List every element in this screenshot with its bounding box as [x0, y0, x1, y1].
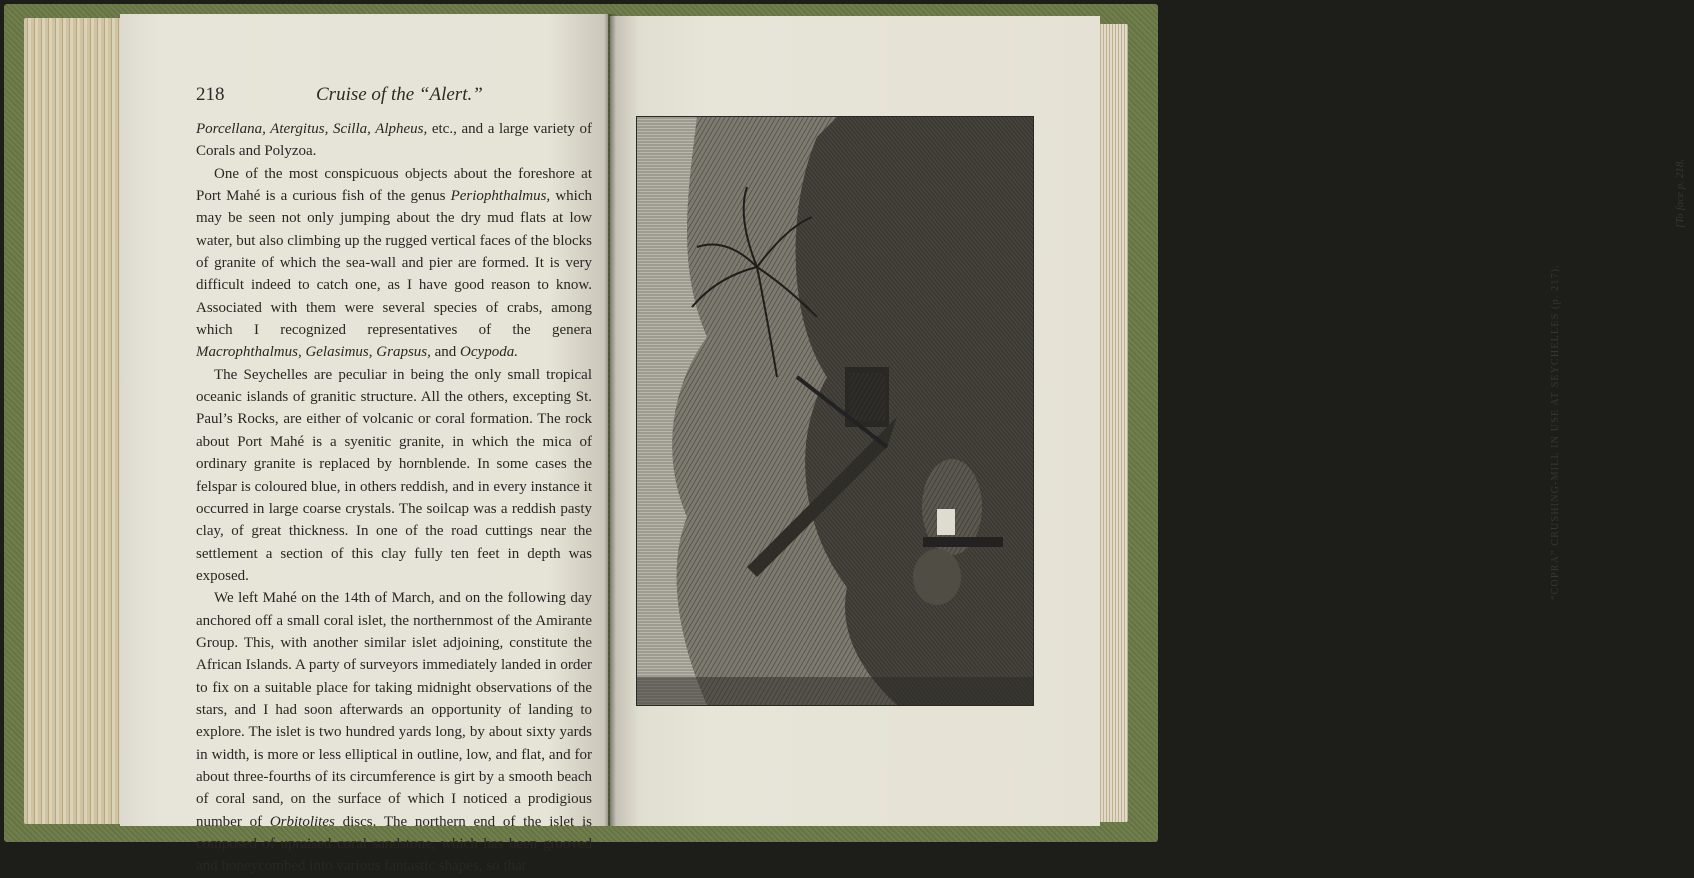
plate-facing-note: [To face p. 218.	[1674, 159, 1686, 228]
italic-text: Periophthalmus,	[450, 188, 551, 205]
italic-text: Macrophthalmus, Gelasimus, Grapsus,	[196, 344, 431, 361]
engraving-plate	[636, 116, 1034, 706]
italic-text: Ocypoda.	[460, 344, 518, 361]
text-run: We left Mahé on the 14th of March, and on the following day anchored off a small coral islet, the northernmost of the Amirante Group. This, with another similar islet adjoining, constitute the African Islands. A party of surveyors immediately landed in order to fix on a suitable place for taking midnight observations of the stars, and I had soon afterwards an opportunity of landing to explore. The islet is two hundred yards long, by about sixty yards in width, is more or less elliptical in outline, low, and flat, and for about three-fourths of its circumference is girt by a smooth beach of coral sand, on the surface of which I noticed a prodigious number of	[196, 590, 592, 830]
page-number: 218	[196, 84, 225, 105]
text-run: discs. The northern end of the islet is composed of upraised coral sandstone, which has been grooved and honeycombed into various fantastic shapes, so that	[196, 813, 592, 875]
page-edges-left	[24, 18, 130, 824]
text-run: The Seychelles are peculiar in being the only small tropical oceanic islands of granitic structure. All the others, excepting St. Paul’s Rocks, are either of volcanic or coral formation. The rock about Port Mahé is a syenitic granite, in which the mica of ordinary granite is replaced by hornblende. In some cases the felspar is coloured blue, in others reddish, and in every instance it occurred in large coarse crystals. The soilcap was a reddish pasty clay, of great thickness. In one of the road cuttings near the settlement a section of this clay fully ten feet in depth was exposed.	[196, 366, 592, 584]
text-run: One of the most conspicuous objects about the foreshore at Port Mahé is a curious fish of the genus	[196, 165, 592, 205]
page-header	[196, 84, 592, 114]
running-title: Cruise of the “Alert.”	[316, 84, 483, 105]
body-paragraph	[196, 118, 592, 163]
body-paragraph	[196, 163, 592, 364]
body-text	[196, 118, 592, 878]
plate-caption: “COPRA” CRUSHING-MILL IN USE AT SEYCHELLES (p. 217).	[1550, 263, 1561, 600]
left-page	[120, 14, 608, 875]
right-page	[610, 16, 1686, 826]
book-gutter	[604, 14, 616, 826]
body-paragraph	[196, 364, 592, 587]
copra-mill-engraving	[637, 117, 1033, 705]
body-paragraph	[196, 587, 592, 877]
page-edges-right	[1098, 24, 1128, 822]
italic-text: Orbitolites	[269, 813, 335, 830]
text-run: etc., and a large variety of Corals and Polyzoa.	[196, 121, 592, 160]
text-run: which may be seen not only jumping about the dry mud flats at low water, but also climbing up the rugged vertical faces of the blocks of granite of which the sea-wall and pier are formed. It is very difficult indeed to catch one, as I have good reason to know. Associated with them were several species of crabs, among which I recognized representatives of the genera	[196, 188, 592, 339]
text-run: and	[430, 344, 461, 361]
italic-text: Porcellana, Atergitus, Scilla, Alpheus,	[196, 121, 428, 137]
